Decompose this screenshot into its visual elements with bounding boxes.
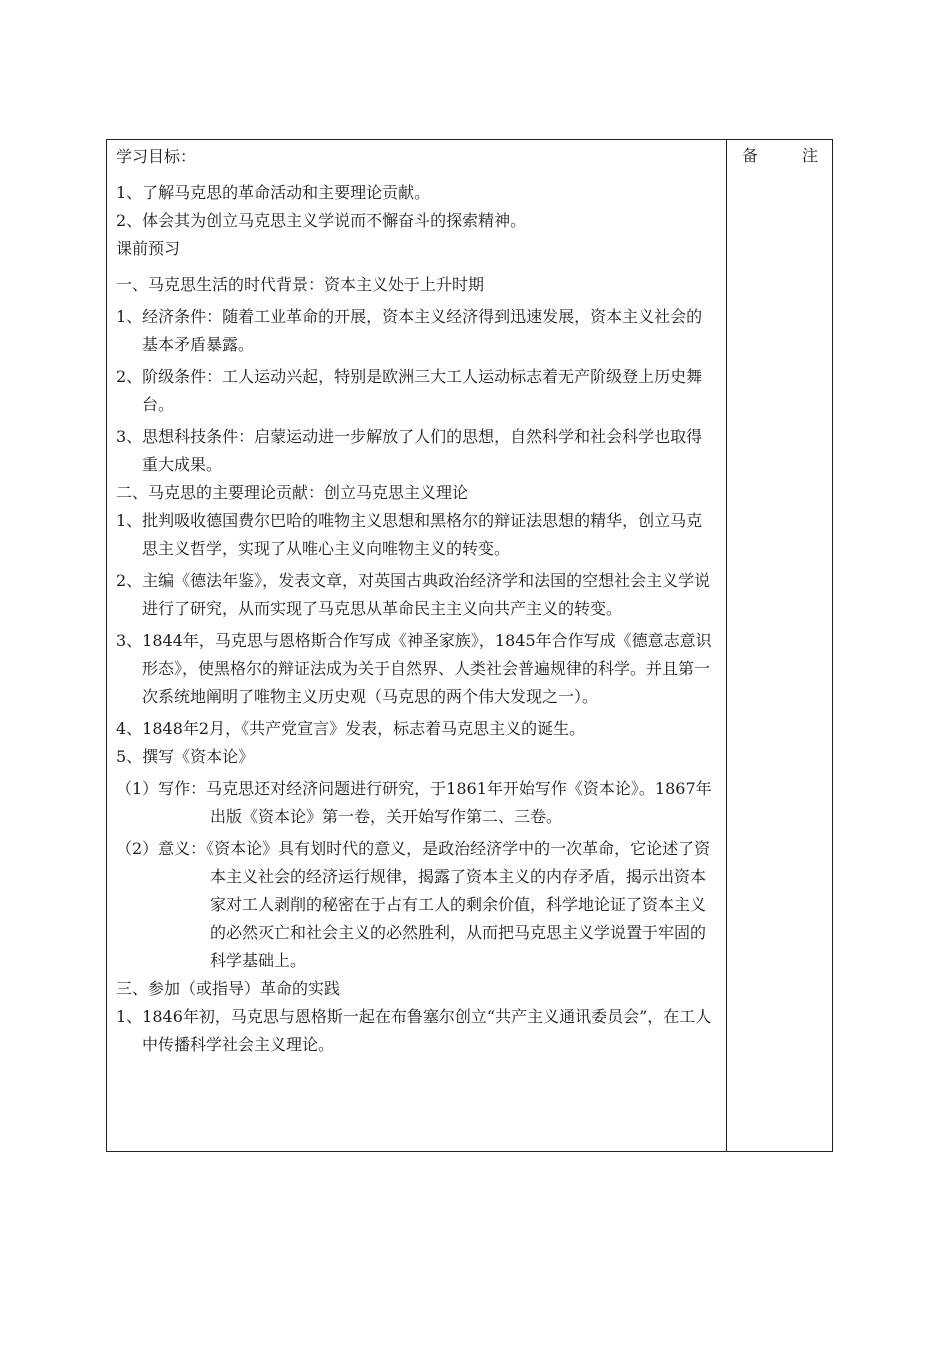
section-2-item-5-sub-2: （2）意义：《资本论》具有划时代的意义，是政治经济学中的一次革命，它论述了资本主义社会的经济运行规律，揭露了资本主义的内存矛盾，揭示出资本家对工人剥削的秘密在于占有工人的剩余价值，科学地论证了资本主义的必然灭亡和社会主义的必然胜利，从而把马克思主义学说置于牢固的科学基础上。	[116, 839, 711, 970]
preview-heading: 课前预习	[116, 239, 181, 258]
section-2-item-2: 2、主编《德法年鉴》，发表文章，对英国古典政治经济学和法国的空想社会主义学说进行了研究，从而实现了马克思从革命民主主义向共产主义的转变。	[116, 571, 711, 618]
section-2-item-5-sub-1: （1）写作：马克思还对经济问题进行研究，于1861年开始写作《资本论》。1867年出版《资本论》第一卷，关开始写作第二、三卷。	[116, 779, 712, 826]
section-3-item-1: 1、1846年初，马克思与恩格斯一起在布鲁塞尔创立“共产主义通讯委员会”，在工人中传播科学社会主义理论。	[116, 1007, 712, 1054]
section-2-item-1: 1、批判吸收德国费尔巴哈的唯物主义思想和黑格尔的辩证法思想的精华，创立马克思主义哲学，实现了从唯心主义向唯物主义的转变。	[116, 511, 703, 558]
objectives-title: 学习目标：	[116, 147, 197, 166]
section-2-item-4: 4、1848年2月，《共产党宣言》发表，标志着马克思主义的诞生。	[116, 719, 586, 738]
section-3-heading: 三、参加（或指导）革命的实践	[116, 979, 341, 998]
section-1-item-3: 3、思想科技条件：启蒙运动进一步解放了人们的思想，自然科学和社会科学也取得重大成果。	[116, 427, 703, 474]
section-2-heading: 二、马克思的主要理论贡献：创立马克思主义理论	[116, 483, 469, 502]
column-divider	[726, 139, 727, 1152]
section-1-heading: 一、马克思生活的时代背景：资本主义处于上升时期	[116, 275, 485, 294]
lesson-content	[116, 143, 718, 1059]
objective-2: 2、体会其为创立马克思主义学说而不懈奋斗的探索精神。	[116, 211, 527, 230]
objective-1: 1、了解马克思的革命活动和主要理论贡献。	[116, 183, 431, 202]
section-2-item-3: 3、1844年，马克思与恩格斯合作写成《神圣家族》，1845年合作写成《德意志意识形态》，使黑格尔的辩证法成为关于自然界、人类社会普遍规律的科学。并且第一次系统地阐明了唯物主义历史观（马克思的两个伟大发现之一）。	[116, 631, 712, 706]
section-2-item-5: 5、撰写《资本论》	[116, 747, 255, 766]
section-1-item-2: 2、阶级条件：工人运动兴起，特别是欧洲三大工人运动标志着无产阶级登上历史舞台。	[116, 367, 703, 414]
notes-column-header: 备 注	[741, 146, 832, 165]
section-1-item-1: 1、经济条件：随着工业革命的开展，资本主义经济得到迅速发展，资本主义社会的基本矛盾暴露。	[116, 307, 703, 354]
